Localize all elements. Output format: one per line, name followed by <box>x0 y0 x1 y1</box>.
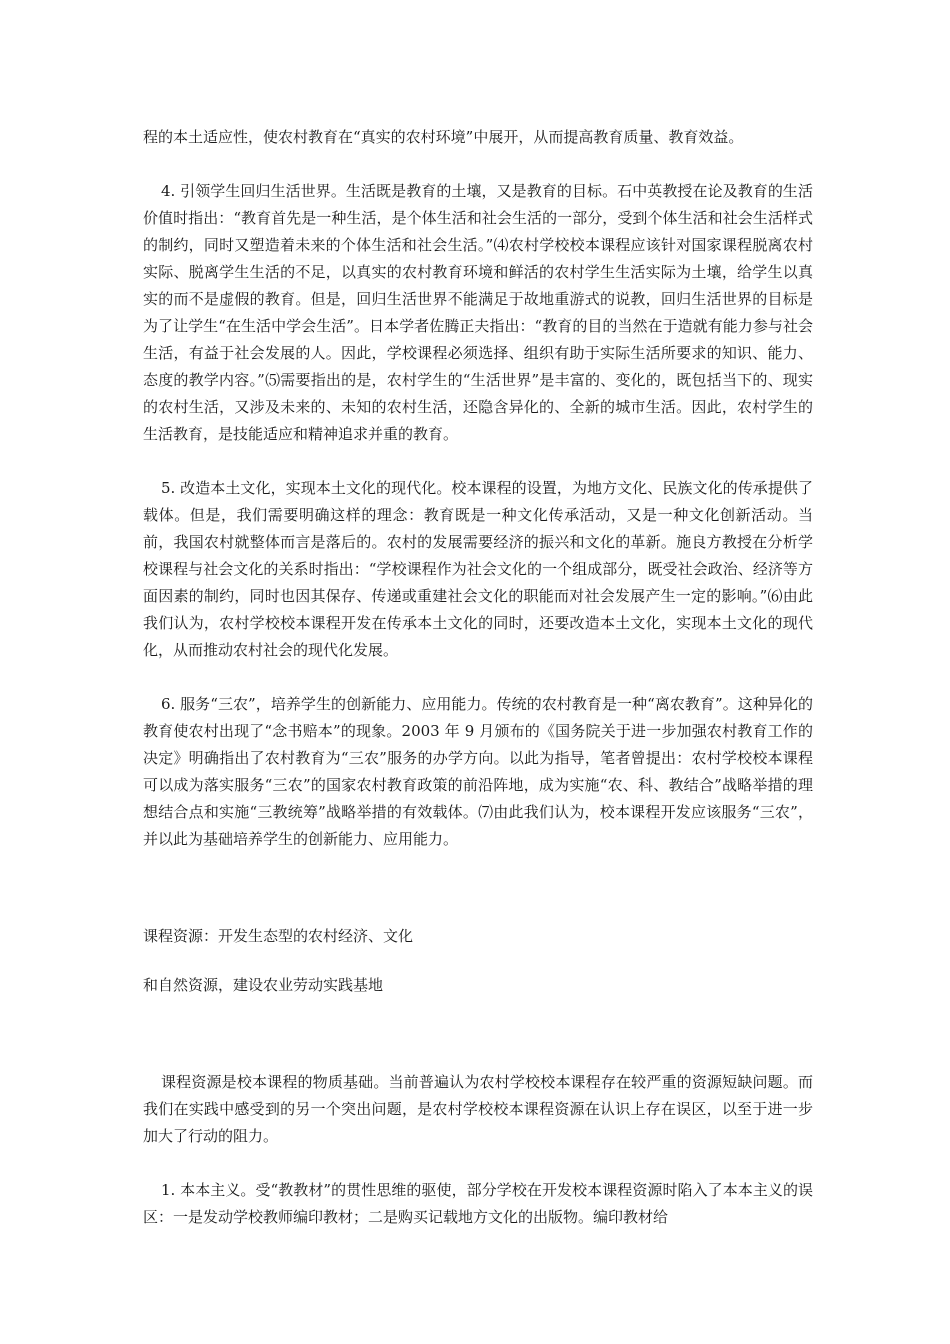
paragraph-intro: 课程资源是校本课程的物质基础。当前普遍认为农村学校校本课程存在较严重的资源短缺问题。而我们在实践中感受到的另一个突出问题，是农村学校校本课程资源在认识上存在误区，以至于进一步加大了行动的阻力。 <box>143 1073 813 1145</box>
paragraph-item-5: 5. 改造本土文化，实现本土文化的现代化。校本课程的设置，为地方文化、民族文化的传承提供了载体。但是，我们需要明确这样的理念：教育既是一种文化传承活动，又是一种文化创新活动。当前，我国农村就整体而言是落后的。农村的发展需要经济的振兴和文化的革新。施良方教授在分析学校课程与社会文化的关系时指出：“学校课程作为社会文化的一个组成部分，既受社会政治、经济等方面因素的制约，同时也因其保存、传递或重建社会文化的职能而对社会发展产生一定的影响。”⑹由此我们认为，农村学校校本课程开发在传承本土文化的同时，还要改造本土文化，实现本土文化的现代化，从而推动农村社会的现代化发展。 <box>143 479 813 659</box>
spacer <box>143 664 813 691</box>
spacer <box>143 1150 813 1177</box>
paragraph-item-1: 1. 本本主义。受“教教材”的贯性思维的驱使，部分学校在开发校本课程资源时陷入了本本主义的误区：一是发动学校教师编印教材；二是购买记载地方文化的出版物。编印教材给 <box>143 1181 813 1226</box>
spacer <box>143 448 813 475</box>
spacer <box>143 853 813 923</box>
paragraph-item-4: 4. 引领学生回归生活世界。生活既是教育的土壤，又是教育的目标。石中英教授在论及教育的生活价值时指出：“教育首先是一种生活，是个体生活和社会生活的一部分，受到个体生活和社会生活样式的制约，同时又塑造着未来的个体生活和社会生活。”⑷农村学校校本课程应该针对国家课程脱离农村实际、脱离学生生活的不足，以真实的农村教育环境和鲜活的农村学生生活实际为土壤，给学生以真实的而不是虚假的教育。但是，回归生活世界不能满足于故地重游式的说教，回归生活世界的目标是为了让学生“在生活中学会生活”。日本学者佐腾正夫指出：“教育的目的当然在于造就有能力参与社会生活，有益于社会发展的人。因此，学校课程必须选择、组织有助于实际生活所要求的知识、能力、态度的教学内容。”⑸需要指出的是，农村学生的“生活世界”是丰富的、变化的，既包括当下的、现实的农村生活，又涉及未来的、未知的农村生活，还隐含异化的、全新的城市生活。因此，农村学生的生活教育，是技能适应和精神追求并重的教育。 <box>143 182 813 443</box>
spacer <box>143 950 813 972</box>
spacer <box>143 999 813 1069</box>
paragraph-item-6: 6. 服务“三农”，培养学生的创新能力、应用能力。传统的农村教育是一种“离农教育”。这种异化的教育使农村出现了“念书赔本”的现象。2003 年 9 月颁布的《国务院关于进一步加强农村教育工作的决定》明确指出了农村教育为“三农”服务的办学方向。以此为指导，笔者曾提出：农村学校校本课程可以成为落实服务“三农”的国家农村教育政策的前沿阵地，成为实施“农、科、教结合”战略举措的理想结合点和实施“三教统筹”战略举措的有效载体。⑺由此我们认为，校本课程开发应该服务“三农”，并以此为基础培养学生的创新能力、应用能力。 <box>143 695 813 848</box>
document-page <box>143 124 813 1231</box>
paragraph-continuation: 程的本土适应性，使农村教育在“真实的农村环境”中展开，从而提高教育质量、教育效益。 <box>143 128 744 146</box>
section-heading-line-2: 和自然资源，建设农业劳动实践基地 <box>143 976 384 994</box>
section-heading-line-1: 课程资源：开发生态型的农村经济、文化 <box>143 927 414 945</box>
spacer <box>143 151 813 178</box>
